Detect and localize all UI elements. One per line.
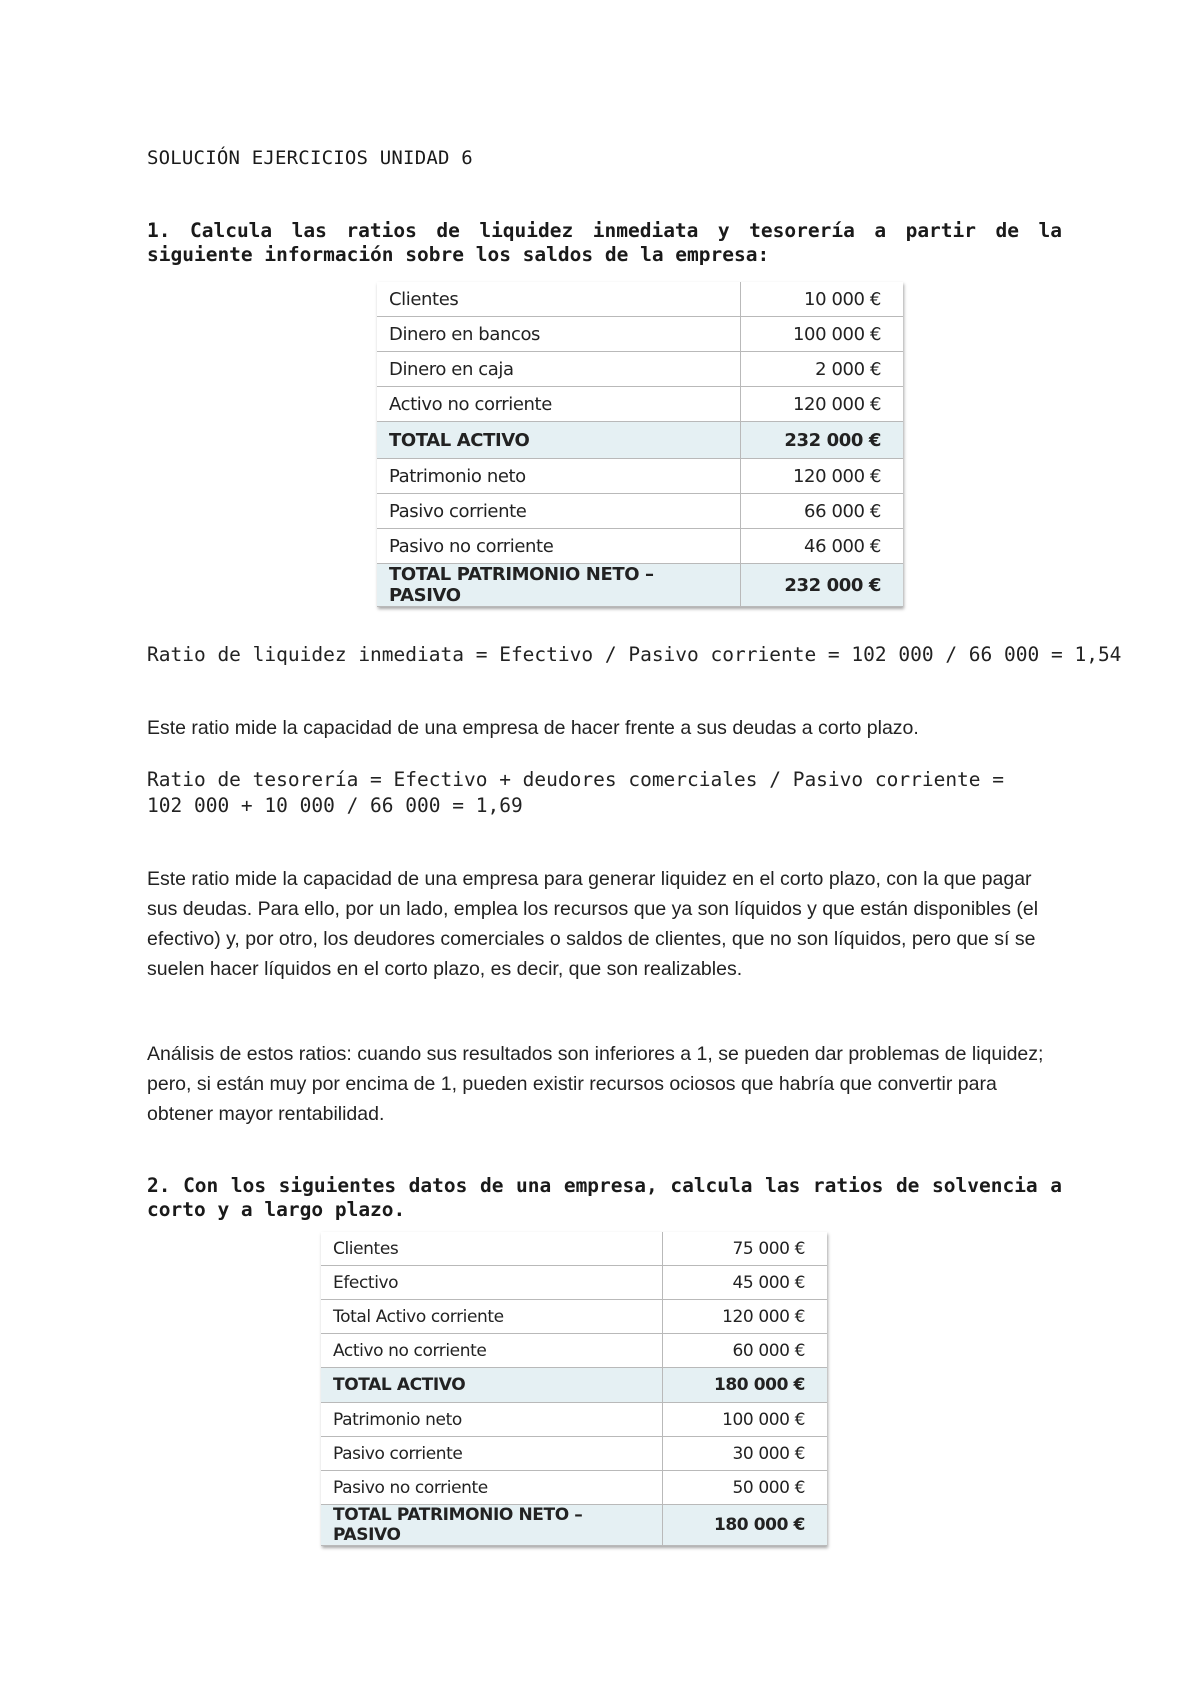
row-label: TOTAL ACTIVO [377,422,741,459]
row-label: Efectivo [321,1266,663,1300]
row-label: Dinero en bancos [377,317,741,352]
row-label: Activo no corriente [321,1334,663,1368]
row-label: Total Activo corriente [321,1300,663,1334]
paragraph-analisis: Análisis de estos ratios: cuando sus resultados son inferiores a 1, se pueden dar problemas de liquidez; pero, si están muy por encima de 1, pueden existir recursos ociosos que habría que convertir para obtener mayor rentabilidad. [147,1043,1044,1125]
table-row [377,494,903,529]
table-row [321,1334,827,1368]
row-label: Dinero en caja [377,352,741,387]
paragraph-liquidez: Este ratio mide la capacidad de una empresa de hacer frente a sus deudas a corto plazo. [147,717,919,739]
table-total-row [377,422,903,459]
row-label: Patrimonio neto [321,1403,663,1437]
row-value: 2 000 € [741,352,904,387]
row-label: Pasivo corriente [321,1437,663,1471]
table-total-row [321,1368,827,1403]
row-value: 120 000 € [663,1300,828,1334]
formula-liquidez-inmediata: Ratio de liquidez inmediata = Efectivo / Pasivo corriente = 102 000 / 66 000 = 1,54 [147,643,1122,666]
table-row [321,1403,827,1437]
exercise-1-question: 1. Calcula las ratios de liquidez inmediata y tesorería a partir de la siguiente información sobre los saldos de la empresa: [147,219,1062,266]
table-row [377,352,903,387]
balance-table-2 [321,1232,827,1546]
table-row [321,1232,827,1266]
row-value: 120 000 € [741,459,904,494]
table-row [377,317,903,352]
row-value: 120 000 € [741,387,904,422]
row-value: 100 000 € [741,317,904,352]
row-label: Clientes [321,1232,663,1266]
row-label: TOTAL ACTIVO [321,1368,663,1403]
row-label: Patrimonio neto [377,459,741,494]
row-value: 232 000 € [741,564,904,607]
table-row [321,1471,827,1505]
row-value: 30 000 € [663,1437,828,1471]
table-row [321,1437,827,1471]
table-row [321,1300,827,1334]
exercise-2-question: 2. Con los siguientes datos de una empresa, calcula las ratios de solvencia a corto y a largo plazo. [147,1174,1062,1221]
paragraph-tesoreria: Este ratio mide la capacidad de una empresa para generar liquidez en el corto plazo, con la que pagar sus deudas. Para ello, por un lado, emplea los recursos que ya son líquidos y que están disponibles (el efectivo) y, por otro, los deudores comerciales o saldos de clientes, que no son líquidos, pero que sí se suelen hacer líquidos en el corto plazo, es decir, que son realizables. [147,868,1039,980]
row-label: TOTAL PATRIMONIO NETO – PASIVO [377,564,741,607]
row-value: 50 000 € [663,1471,828,1505]
row-value: 232 000 € [741,422,904,459]
table-total-row [377,564,903,607]
row-label: Pasivo corriente [377,494,741,529]
row-value: 180 000 € [663,1505,828,1546]
row-value: 60 000 € [663,1334,828,1368]
table-row [377,459,903,494]
table-row [377,387,903,422]
balance-table-1 [377,282,903,607]
row-label: TOTAL PATRIMONIO NETO – PASIVO [321,1505,663,1546]
row-label: Clientes [377,282,741,317]
formula-tesoreria-line-1: Ratio de tesorería = Efectivo + deudores comerciales / Pasivo corriente = [147,768,1005,791]
table-row [377,529,903,564]
row-value: 100 000 € [663,1403,828,1437]
row-value: 46 000 € [741,529,904,564]
table-total-row [321,1505,827,1546]
row-value: 180 000 € [663,1368,828,1403]
document-title: SOLUCIÓN EJERCICIOS UNIDAD 6 [147,147,473,169]
table-row [321,1266,827,1300]
row-label: Pasivo no corriente [377,529,741,564]
row-label: Pasivo no corriente [321,1471,663,1505]
row-value: 75 000 € [663,1232,828,1266]
row-value: 10 000 € [741,282,904,317]
row-label: Activo no corriente [377,387,741,422]
row-value: 66 000 € [741,494,904,529]
table-row [377,282,903,317]
formula-tesoreria-line-2: 102 000 + 10 000 / 66 000 = 1,69 [147,794,523,817]
row-value: 45 000 € [663,1266,828,1300]
